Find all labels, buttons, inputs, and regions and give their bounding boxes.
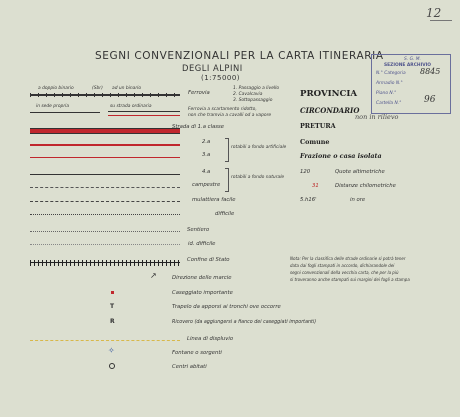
- label-fontane: Fontane o sorgenti: [172, 350, 222, 356]
- stamp-folder-value: 96: [424, 95, 436, 105]
- stamp-line1: S. G. M.: [404, 57, 421, 62]
- label-su-strada: su strada ordinaria: [110, 104, 152, 109]
- label-rotabili-naturale: rotabili a fondo naturale: [231, 175, 285, 180]
- border-line: [30, 262, 180, 263]
- label-ore: in ore: [350, 197, 366, 203]
- stamp-line4: Armadio N.°: [376, 81, 403, 86]
- label-strada-1: Strada di 1.a classe: [172, 124, 225, 130]
- label-class-2: 2.a: [202, 139, 211, 145]
- ridotto-line1: Ferrovia a scartamento ridotto,: [188, 107, 257, 112]
- label-caseggiato: Caseggiato importante: [172, 290, 233, 296]
- note-line4: si troveranno anche stampati sui margini dei fogli a stampa: [290, 277, 410, 282]
- ricovero-marker: R: [110, 318, 115, 325]
- label-frazione: Frazione o casa isolata: [300, 152, 382, 160]
- note-line1: Nota: Per la classifica delle strade ordinarie si potrà tener: [290, 256, 406, 261]
- railway-ties: [30, 93, 180, 97]
- distance-number: 31: [312, 183, 319, 189]
- label-circondario: CIRCONDARIO: [300, 106, 360, 115]
- label-difficile: difficile: [215, 211, 235, 217]
- hours-number: 5.h16': [300, 197, 317, 203]
- corner-number: 12: [426, 6, 442, 20]
- label-displuvio: Linea di displuvio: [187, 336, 234, 342]
- stamp-line6: Cartella N.°: [376, 101, 402, 106]
- stamp-line2: SEZIONE ARCHIVIO: [384, 63, 431, 68]
- note-line2: data dai fogli stampati in accordo, dichiarandole dei: [290, 263, 395, 268]
- spring-icon: ✧: [108, 346, 115, 355]
- ferrovia-opt-1: 1. Passaggio a livello: [233, 86, 280, 91]
- page-title: SEGNI CONVENZIONALI PER LA CARTA ITINERARIA: [95, 50, 384, 62]
- road-class-1-line: [30, 128, 180, 134]
- label-class-4: 4.a: [202, 169, 211, 175]
- mulattiera-difficile-line: [30, 214, 180, 215]
- label-trapelo: Trapelo da apporsi ai tronchi ove occorre: [172, 304, 281, 310]
- brace-naturale: [225, 168, 229, 192]
- label-ferrovia: Ferrovia: [188, 90, 210, 96]
- label-centri: Centri abitati: [172, 364, 207, 370]
- tram-line-b: [108, 111, 180, 116]
- ferrovia-opt-3: 3. Sottopassaggio: [233, 98, 273, 103]
- road-class-3-line: [30, 157, 180, 158]
- label-quote: Quote altimetriche: [335, 169, 385, 175]
- stamp-line3: N.° Categoria: [376, 71, 406, 76]
- building-square-icon: [111, 291, 114, 294]
- tram-line-a: [30, 112, 100, 113]
- sentiero-difficile-line: [30, 244, 180, 245]
- watershed-line: [30, 340, 180, 341]
- label-rotabili-artificiale: rotabili a fondo artificiale: [231, 145, 287, 150]
- label-ricovero: Ricovero (da aggiungersi a fianco dei caseggiati importanti): [172, 320, 317, 325]
- page-subtitle: DEGLI ALPINI: [182, 63, 243, 73]
- note-line3: segni convenzionali della vecchia carta, che per la più: [290, 270, 399, 275]
- road-campestre-line: [30, 187, 180, 188]
- road-class-4-line: [30, 174, 180, 175]
- label-direzione: Direzione delle marcie: [172, 275, 232, 281]
- label-un-binario: ad un binario: [112, 86, 142, 91]
- label-sentiero: Sentiero: [187, 227, 210, 233]
- label-provincia: PROVINCIA: [300, 89, 358, 99]
- stamp-category-value: 8845: [420, 67, 441, 76]
- label-pretura: PRETURA: [300, 122, 336, 130]
- mulattiera-line: [30, 201, 180, 202]
- quote-number: 120: [300, 169, 311, 175]
- label-piu: (Sbr): [92, 86, 103, 91]
- label-doppio-binario: a doppio binario: [38, 86, 74, 91]
- label-confine: Confine di Stato: [187, 257, 230, 263]
- road-class-2-line: [30, 144, 180, 146]
- label-in-sede: in sede propria: [36, 104, 70, 109]
- label-class-3: 3.a: [202, 152, 211, 158]
- sentiero-line: [30, 231, 180, 232]
- label-id-difficile: id. difficile: [188, 241, 216, 247]
- label-distanze: Distanze chilometriche: [335, 183, 396, 189]
- ferrovia-opt-2: 2. Cavalcavia: [233, 92, 263, 97]
- stamp-line5: Piano N.°: [376, 91, 397, 96]
- town-circle-icon: [109, 363, 115, 369]
- label-campestre: campestre: [192, 182, 221, 188]
- arrow-icon: ↗: [150, 271, 157, 280]
- handwritten-note: non in rilievo: [355, 113, 399, 121]
- ridotto-line2: non che tramvia a cavalli od a vapore: [188, 113, 272, 118]
- corner-underline: [430, 20, 452, 21]
- border-crosses: [30, 260, 180, 266]
- archive-stamp: [371, 54, 451, 114]
- label-mulattiera: mulattiera facile: [192, 197, 236, 203]
- scale-label: (1:75000): [201, 74, 241, 82]
- brace-artificiale: [225, 138, 229, 162]
- trapelo-marker: T: [110, 303, 115, 310]
- label-comune: Comune: [300, 138, 330, 146]
